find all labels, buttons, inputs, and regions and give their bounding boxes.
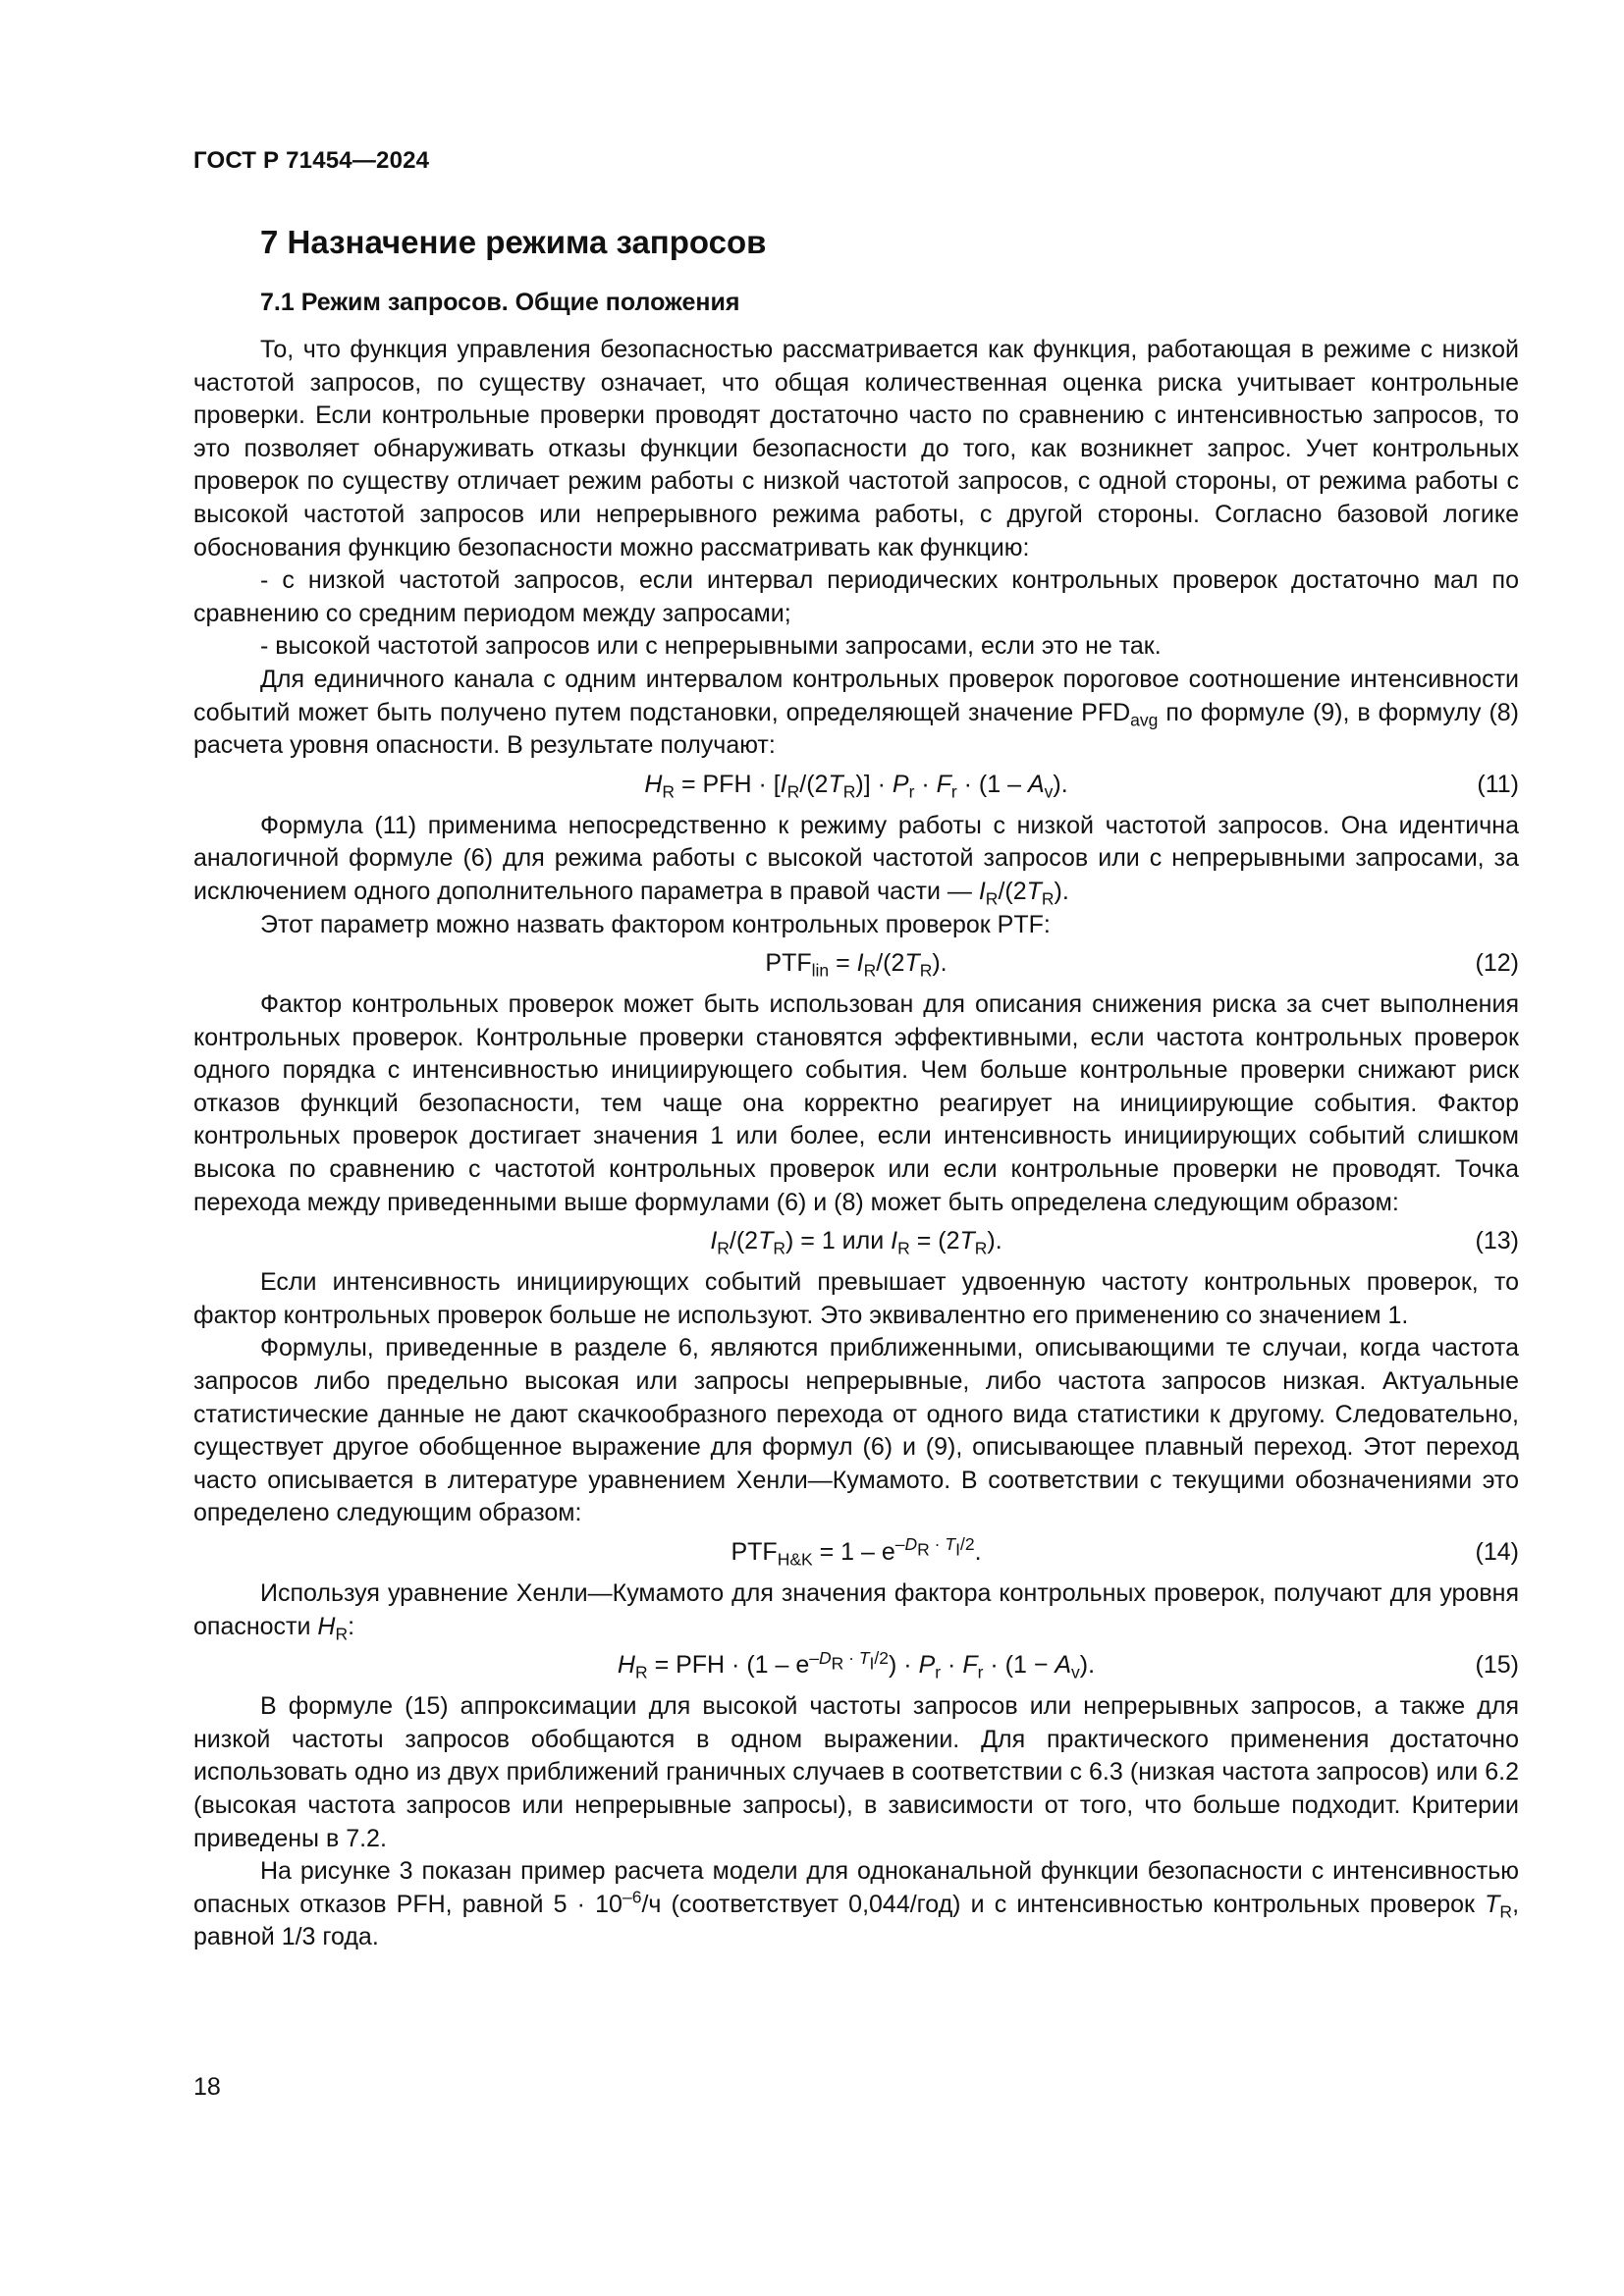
paragraph-2: Для единичного канала с одним интервалом контрольных проверок пороговое соотношение интенсивности событий может быть получено путем подстановки, определяющей значение $PFD_{avg}$ по формуле (9), в формулу (8) расчета уровня опасности. В результате получают: xyxy=(193,665,1520,760)
paragraph-3: Формула (11) применима непосредственно к режиму работы с низкой частотой запросов. Она идентична аналогичной формуле (6) для режима работы с высокой частотой запросов или с непрерывными запросами, за исключением одного дополнительного параметра в правой части — $I_R/(2T_R)$. xyxy=(193,811,1519,909)
formula-13-expression: $I_R/(2T_R) = 1$ или $I_R = (2T_R)$. xyxy=(710,1227,1002,1258)
formula-13 xyxy=(193,1221,1519,1262)
paragraph-5: Фактор контрольных проверок может быть использован для описания снижения риска за счет выполнения контрольных проверок. Контрольные проверки становятся эффективными, если частота контрольных проверок одного порядка с интенсивностью инициирующего события. Чем больше контрольные проверки снижают риск отказов функций безопасности, тем чаще она корректно реагирует на инициирующие события. Фактор контрольных проверок достигает значения 1 или более, если интенсивность инициирующих событий слишком высока по сравнению с частотой контрольных проверок или если контрольные проверки не проводят. Точка перехода между приведенными выше формулами (6) и (8) может быть определена следующим образом: xyxy=(193,990,1519,1216)
formula-15 xyxy=(193,1645,1519,1686)
paragraph-6: Если интенсивность инициирующих событий превышает удвоенную частоту контрольных проверок, то фактор контрольных проверок больше не используют. Это эквивалентно его применению со значением 1. xyxy=(193,1268,1519,1329)
paragraph-10: На рисунке 3 показан пример расчета модели для одноканальной функции безопасности с интенсивностью опасных отказов PFH, равной $5 \cdot 10^{-6}/ч$ (соответствует 0,044/год) и с интенсивностью контрольных проверок $T_R$, равной 1/3 года. xyxy=(193,1857,1520,1951)
formula-12-number: (12) xyxy=(1475,949,1519,978)
page-number: 18 xyxy=(193,2073,221,2101)
formula-11-number: (11) xyxy=(1477,770,1519,798)
document-header: ГОСТ Р 71454—2024 xyxy=(193,147,430,174)
list-item-high-demand: - высокой частотой запросов или с непрерывными запросами, если это не так. xyxy=(260,632,1162,661)
formula-11-expression: $H_R$ = PFH · $[I_R/(2T_R)] \cdot P_r \cdot F_r \cdot (1 - A_v)$. xyxy=(644,770,1068,801)
formula-12 xyxy=(193,943,1519,985)
document-body xyxy=(193,334,1519,1954)
formula-15-number: (15) xyxy=(1475,1651,1519,1680)
formula-13-number: (13) xyxy=(1475,1227,1519,1255)
section-title: 7 Назначение режима запросов xyxy=(260,224,767,260)
formula-14-number: (14) xyxy=(1475,1538,1519,1566)
formula-12-expression: $PTF_{lin} = I_R/(2T_R)$. xyxy=(765,949,947,981)
paragraph-1: То, что функция управления безопасностью рассматривается как функция, работающая в режиме с низкой частотой запросов, по существу означает, что общая количественная оценка риска учитывает контрольные проверки. Если контрольные проверки проводят достаточно часто по сравнению с интенсивностью запросов, то это позволяет обнаруживать отказы функции безопасности до того, как возникнет запрос. Учет контрольных проверок по существу отличает режим работы с низкой частотой запросов, с одной стороны, от режима работы с высокой частотой запросов или непрерывного режима работы, с другой стороны. Согласно базовой логике обоснования функцию безопасности можно рассматривать как функцию: xyxy=(193,336,1519,561)
subsection-title: 7.1 Режим запросов. Общие положения xyxy=(260,289,740,316)
formula-14-expression: $PTF_{H\&K} = 1 - e^{-D_R \cdot T_I/2}$. xyxy=(731,1534,982,1570)
paragraph-7: Формулы, приведенные в разделе 6, являются приближенными, описывающими те случаи, когда частота запросов либо предельно высокая или запросы непрерывные, либо частота запросов низкая. Актуальные статистические данные не дают скачкообразного перехода от одного вида статистики к другому. Следовательно, существует другое обобщенное выражение для формул (6) и (9), описывающее плавный переход. Этот переход часто описывается в литературе уравнением Хенли—Кумамото. В соответствии с текущими обозначениями это определено следующим образом: xyxy=(193,1334,1519,1527)
formula-14 xyxy=(193,1532,1519,1574)
paragraph-4: Этот параметр можно назвать фактором контрольных проверок PTF: xyxy=(260,910,1051,938)
paragraph-8: Используя уравнение Хенли—Кумамото для значения фактора контрольных проверок, получают для уровня опасности $H_R$: xyxy=(193,1579,1519,1643)
paragraph-9: В формуле (15) аппроксимации для высокой частоты запросов или непрерывных запросов, а также для низкой частоты запросов обобщаются в одном выражении. Для практического применения достаточно использовать одно из двух приближений граничных случаев в соответствии с 6.3 (низкая частота запросов) или 6.2 (высокая частота запросов или непрерывные запросы), в зависимости от того, что больше подходит. Критерии приведены в 7.2. xyxy=(193,1692,1519,1852)
formula-11 xyxy=(193,765,1519,806)
formula-15-expression: $H_R$ = PFH · $(1 - e^{-D_R \cdot T_I/2}) \cdot P_r \cdot F_r \cdot (1 - A_v)$. xyxy=(617,1647,1096,1682)
list-item-low-demand: - с низкой частотой запросов, если интервал периодических контрольных проверок достаточно мал по сравнению со средним периодом между запросами; xyxy=(193,566,1519,627)
